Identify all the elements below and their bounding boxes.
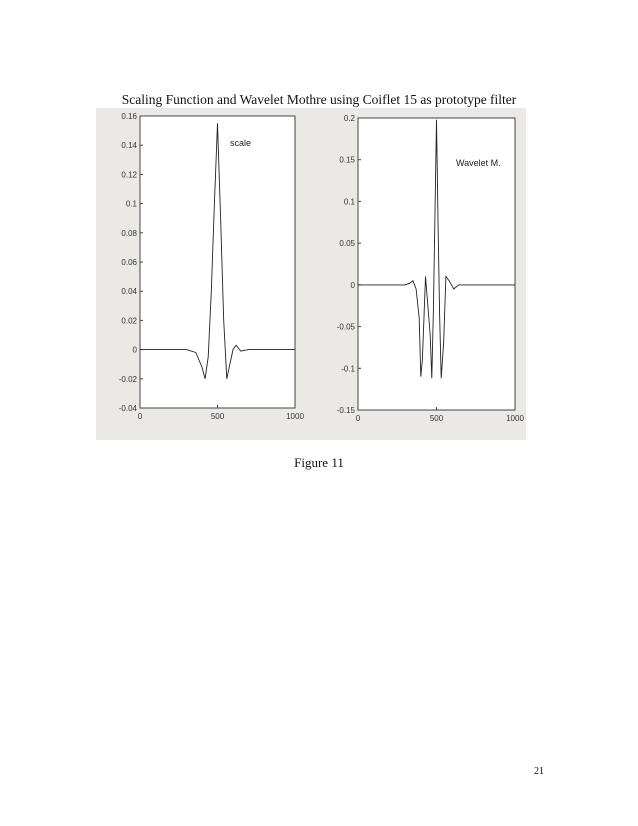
x-tick-label: 500 <box>210 412 225 421</box>
x-tick-label: 0 <box>355 414 361 423</box>
y-tick-label: 0.06 <box>121 258 137 267</box>
wavelet-mother-chart <box>320 108 530 438</box>
y-tick-label: 0 <box>132 345 137 355</box>
x-tick-label: 0 <box>137 412 143 421</box>
y-tick-label: 0.1 <box>125 199 137 209</box>
y-tick-label: -0.15 <box>336 406 355 415</box>
x-tick-label: 1000 <box>506 414 524 423</box>
y-tick-label: 0.04 <box>121 287 137 297</box>
legend-label: Wavelet M. <box>456 158 501 168</box>
y-tick-label: 0.2 <box>343 114 355 123</box>
page-number: 21 <box>534 766 544 777</box>
y-tick-label: -0.1 <box>341 364 355 374</box>
y-tick-label: 0.14 <box>121 141 137 151</box>
x-tick-label: 500 <box>429 414 444 423</box>
scaling-function-chart <box>100 108 304 438</box>
y-tick-label: 0.05 <box>339 239 355 249</box>
y-tick-label: 0.16 <box>121 112 137 121</box>
y-tick-label: 0 <box>350 280 355 290</box>
y-tick-label: -0.02 <box>118 374 137 384</box>
y-tick-label: 0.1 <box>343 197 355 207</box>
x-tick-label: 1000 <box>286 412 304 421</box>
page-title: Scaling Function and Wavelet Mothre using Coiflet 15 as prototype filter <box>121 92 517 107</box>
legend-label: scale <box>230 138 252 148</box>
y-tick-label: 0.15 <box>339 155 355 165</box>
figure-caption: Figure 11 <box>294 455 344 470</box>
y-tick-label: 0.12 <box>121 170 137 180</box>
plot-frame <box>140 116 295 408</box>
y-tick-label: -0.05 <box>336 322 355 332</box>
y-tick-label: -0.04 <box>118 404 137 413</box>
y-tick-label: 0.08 <box>121 228 137 238</box>
y-tick-label: 0.02 <box>121 316 137 326</box>
